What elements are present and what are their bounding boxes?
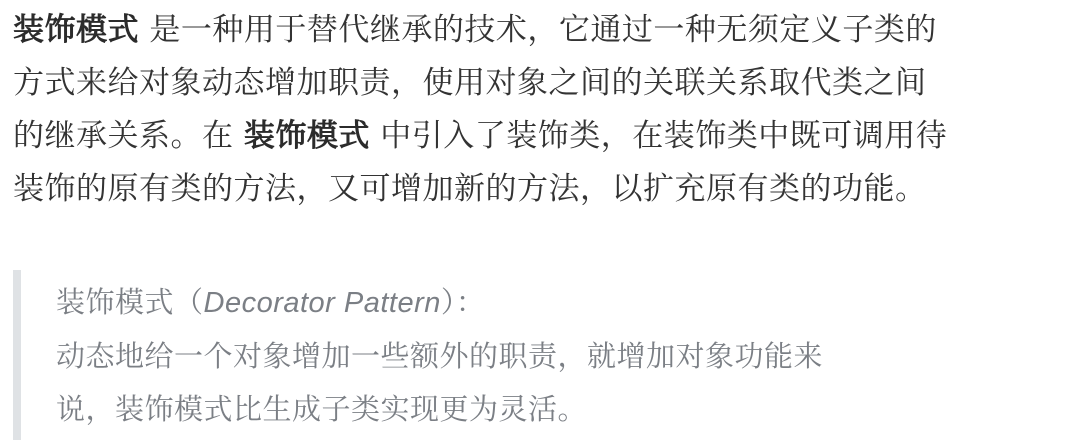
- blockquote-line-2: 动态地给一个对象增加一些额外的职责，就增加对象功能来: [56, 339, 824, 373]
- blockquote-text: [56, 276, 823, 436]
- paragraph-line-1: [13, 4, 1073, 57]
- paragraph-line-4: 装饰的原有类的方法，又可增加新的方法，以扩充原有类的功能。: [13, 171, 927, 207]
- paragraph-text: 的继承关系。在: [13, 118, 244, 154]
- term-decorator-pattern: 装饰模式: [13, 12, 139, 48]
- intro-paragraph: [13, 4, 1073, 216]
- definition-blockquote: [13, 270, 1073, 440]
- blockquote-bar: [13, 270, 21, 440]
- paragraph-line-3: [13, 110, 1073, 163]
- term-decorator-pattern: 装饰模式: [243, 118, 370, 154]
- blockquote-title-end: ）：: [440, 285, 486, 319]
- paragraph-line-2: 方式来给对象动态增加职责，使用对象之间的关联关系取代类之间: [13, 65, 927, 101]
- blockquote-title-cn: 装饰模式（: [56, 285, 204, 319]
- paragraph-text: 是一种用于替代继承的技术，它通过一种无须定义子类的: [139, 12, 937, 48]
- blockquote-title-en: Decorator Pattern: [203, 287, 441, 319]
- paragraph-text: 中引入了装饰类，在装饰类中既可调用待: [369, 118, 948, 154]
- blockquote-title: [56, 276, 823, 330]
- blockquote-line-3: 说，装饰模式比生成子类实现更为灵活。: [56, 392, 588, 426]
